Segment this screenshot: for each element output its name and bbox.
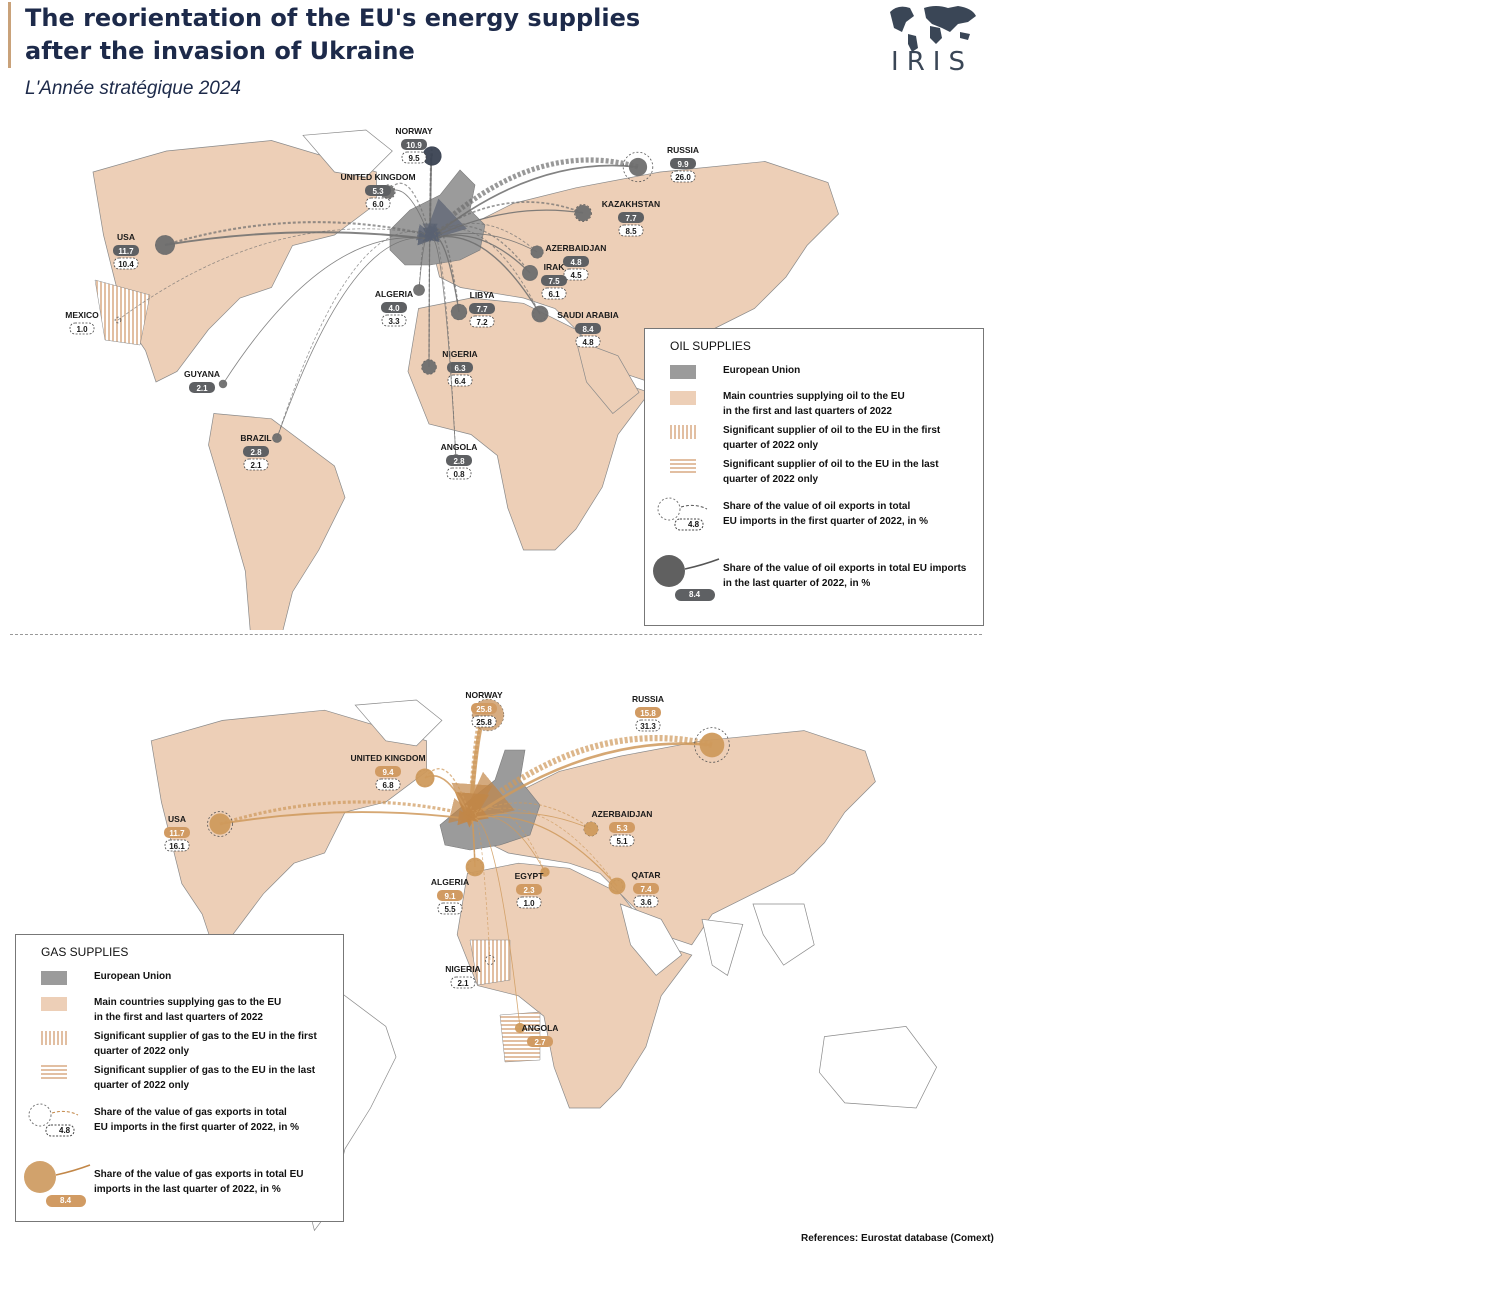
oil-value-pill-last <box>575 323 601 334</box>
oil-value-pill-last <box>541 275 567 286</box>
oil-bubble-last-quarter <box>629 158 647 176</box>
oil-country-label: KAZAKHSTAN <box>601 199 661 209</box>
svg-text:8.4: 8.4 <box>582 325 594 334</box>
svg-text:2.8: 2.8 <box>250 448 262 457</box>
oil-legend-item-main: Main countries supplying oil to the EU in the first and last quarters of 2022 <box>723 391 905 417</box>
oil-legend-swatch-first <box>670 425 696 439</box>
page-subtitle: L'Année stratégique 2024 <box>25 78 241 99</box>
gas-legend-swatch-first <box>41 1031 67 1045</box>
oil-country-label: SAUDI ARABIA <box>557 310 619 320</box>
oil-country-label: RUSSIA <box>666 145 700 155</box>
oil-bubble-last-quarter <box>219 380 227 388</box>
svg-text:2.1: 2.1 <box>457 979 469 988</box>
oil-legend-sample-value: 4.8 <box>688 520 700 529</box>
oil-legend-title: OIL SUPPLIES <box>670 339 751 353</box>
gas-value-pill-last <box>437 890 463 901</box>
gas-legend-sample-value: 4.8 <box>59 1126 71 1135</box>
oil-bubble-last-quarter <box>575 205 591 221</box>
oil-bubble-last-quarter <box>422 360 437 375</box>
gas-value-pill-last <box>633 883 659 894</box>
oil-value-pill-first <box>576 336 600 347</box>
gas-bubble-last-quarter <box>609 878 626 895</box>
oil-bubble-last-quarter <box>531 246 544 259</box>
gas-legend-item-last-share: Share of the value of gas exports in total EU imports in the last quarter of 2022, in % <box>94 1169 304 1195</box>
oil-country-label: NIGERIA <box>442 349 478 359</box>
oil-legend-sample-value: 8.4 <box>689 590 701 599</box>
gas-legend-item-first: Significant supplier of gas to the EU in the first quarter of 2022 only <box>94 1031 317 1057</box>
svg-text:16.1: 16.1 <box>169 842 185 851</box>
gas-legend-swatch-eu <box>41 971 67 985</box>
oil-country-label: IRAK <box>543 262 565 272</box>
svg-text:3.6: 3.6 <box>640 898 652 907</box>
svg-text:5.3: 5.3 <box>616 824 628 833</box>
svg-text:6.0: 6.0 <box>372 200 384 209</box>
oil-value-pill-last <box>401 139 427 150</box>
svg-text:11.7: 11.7 <box>118 247 134 256</box>
oil-country-label: MEXICO <box>65 310 99 320</box>
svg-text:10.4: 10.4 <box>118 260 134 269</box>
gas-value-pill-last <box>471 703 497 714</box>
oil-value-pill-last <box>365 185 391 196</box>
oil-landmass-southAmerica <box>209 414 346 631</box>
svg-text:9.5: 9.5 <box>408 154 420 163</box>
oil-legend-item-first-share: Share of the value of oil exports in total EU imports in the first quarter of 2022, in % <box>723 501 929 527</box>
gas-value-pill-last <box>609 822 635 833</box>
gas-bubble-last-quarter <box>700 733 725 758</box>
oil-legend-item-last-share: Share of the value of oil exports in total EU imports in the last quarter of 2022, in % <box>723 563 967 589</box>
svg-text:2.1: 2.1 <box>250 461 262 470</box>
gas-legend-item-main: Main countries supplying gas to the EU in the first and last quarters of 2022 <box>94 997 282 1023</box>
oil-country-label: UNITED KINGDOM <box>340 172 416 182</box>
svg-text:5.1: 5.1 <box>616 837 628 846</box>
gas-country-label: EGYPT <box>514 871 544 881</box>
iris-logo <box>884 2 980 74</box>
svg-text:1.0: 1.0 <box>76 325 88 334</box>
svg-text:9.1: 9.1 <box>444 892 456 901</box>
svg-text:0.8: 0.8 <box>453 470 465 479</box>
iris-logo-text: IRIS <box>891 47 973 74</box>
references-note: References: Eurostat database (Comext) <box>801 1233 994 1244</box>
gas-value-pill-first <box>438 903 462 914</box>
oil-bubble-last-quarter <box>413 284 425 296</box>
oil-country-label: USA <box>117 232 135 242</box>
svg-text:6.1: 6.1 <box>548 290 560 299</box>
svg-text:9.9: 9.9 <box>677 160 689 169</box>
oil-country-label: ANGOLA <box>440 442 478 452</box>
gas-country-label: UNITED KINGDOM <box>350 753 426 763</box>
oil-value-pill-first <box>70 323 94 334</box>
svg-text:6.4: 6.4 <box>454 377 466 386</box>
oil-value-pill-last <box>670 158 696 169</box>
gas-value-pill-first <box>636 720 660 731</box>
oil-value-pill-last <box>618 212 644 223</box>
gas-country-label: RUSSIA <box>631 694 665 704</box>
oil-legend-item-first: Significant supplier of oil to the EU in the first quarter of 2022 only <box>723 425 941 451</box>
gas-value-pill-first <box>610 835 634 846</box>
oil-value-pill-last <box>469 303 495 314</box>
gas-value-pill-last <box>516 884 542 895</box>
gas-value-pill-first <box>376 779 400 790</box>
svg-text:10.9: 10.9 <box>406 141 422 150</box>
oil-value-pill-first <box>470 316 494 327</box>
oil-country-label: BRAZIL <box>240 433 272 443</box>
svg-text:15.8: 15.8 <box>640 709 656 718</box>
gas-value-pill-last <box>164 827 190 838</box>
oil-legend <box>644 328 984 626</box>
gas-value-pill-last <box>527 1036 553 1047</box>
title-block <box>8 2 725 68</box>
oil-country-label: AZERBAIDJAN <box>545 243 607 253</box>
gas-legend-swatch-last-share <box>22 1159 92 1209</box>
oil-legend-item-last: Significant supplier of oil to the EU in the last quarter of 2022 only <box>723 459 939 485</box>
oil-bubble-last-quarter <box>155 235 175 255</box>
oil-value-pill-first <box>114 258 138 269</box>
oil-country-label: GUYANA <box>183 369 221 379</box>
svg-text:9.4: 9.4 <box>382 768 394 777</box>
gas-legend-item-first-share: Share of the value of gas exports in total EU imports in the first quarter of 2022, in % <box>94 1107 300 1133</box>
gas-legend-sample-value: 8.4 <box>60 1196 72 1205</box>
svg-text:4.8: 4.8 <box>582 338 594 347</box>
svg-text:11.7: 11.7 <box>169 829 185 838</box>
oil-value-pill-first <box>542 288 566 299</box>
oil-bubble-last-quarter <box>272 433 282 443</box>
gas-landmass-australia <box>819 1026 936 1108</box>
oil-value-pill-last <box>189 382 215 393</box>
svg-text:5.5: 5.5 <box>444 905 456 914</box>
oil-value-pill-last <box>446 455 472 466</box>
svg-text:4.0: 4.0 <box>388 304 400 313</box>
gas-legend-swatch-main <box>41 997 67 1011</box>
oil-value-pill-last <box>563 256 589 267</box>
svg-text:7.7: 7.7 <box>476 305 488 314</box>
oil-legend-swatch-last <box>670 459 696 473</box>
svg-text:25.8: 25.8 <box>476 705 492 714</box>
svg-text:26.0: 26.0 <box>675 173 691 182</box>
oil-value-pill-first <box>382 315 406 326</box>
svg-text:4.8: 4.8 <box>570 258 582 267</box>
oil-value-pill-last <box>243 446 269 457</box>
gas-value-pill-first <box>472 716 496 727</box>
svg-text:2.8: 2.8 <box>453 457 465 466</box>
oil-legend-swatch-last-share <box>651 553 721 603</box>
gas-value-pill-first <box>165 840 189 851</box>
gas-country-label: AZERBAIDJAN <box>591 809 653 819</box>
svg-text:2.1: 2.1 <box>196 384 208 393</box>
svg-text:31.3: 31.3 <box>640 722 656 731</box>
oil-legend-swatch-first-share <box>655 495 701 535</box>
oil-legend-item-eu: European Union <box>723 365 801 376</box>
gas-country-label: ANGOLA <box>521 1023 559 1033</box>
gas-legend-swatch-last <box>41 1065 67 1079</box>
oil-legend-swatch-eu <box>670 365 696 379</box>
gas-legend-item-eu: European Union <box>94 971 172 982</box>
svg-text:7.2: 7.2 <box>476 318 488 327</box>
oil-flow-last-quarter <box>277 238 430 438</box>
svg-text:25.8: 25.8 <box>476 718 492 727</box>
oil-value-pill-last <box>381 302 407 313</box>
oil-legend-swatch-main <box>670 391 696 405</box>
svg-text:7.7: 7.7 <box>625 214 637 223</box>
gas-value-pill-first <box>451 977 475 988</box>
oil-value-pill-first <box>619 225 643 236</box>
world-map-icon <box>890 6 976 52</box>
oil-country-label: NORWAY <box>395 126 433 136</box>
gas-legend-swatch-first-share <box>26 1101 72 1141</box>
svg-text:6.8: 6.8 <box>382 781 394 790</box>
oil-value-pill-first <box>366 198 390 209</box>
oil-value-pill-first <box>447 468 471 479</box>
gas-value-pill-first <box>634 896 658 907</box>
gas-country-label: USA <box>168 814 186 824</box>
gas-value-pill-last <box>635 707 661 718</box>
svg-text:7.4: 7.4 <box>640 885 652 894</box>
svg-text:5.3: 5.3 <box>372 187 384 196</box>
gas-bubble-last-quarter <box>415 768 434 787</box>
section-divider <box>10 634 982 635</box>
gas-landmass-northAmerica <box>151 710 426 945</box>
gas-bubble-last-quarter <box>209 813 230 834</box>
gas-legend <box>15 934 344 1222</box>
svg-text:7.5: 7.5 <box>548 277 560 286</box>
oil-value-pill-first <box>671 171 695 182</box>
oil-value-pill-first <box>402 152 426 163</box>
gas-bubble-last-quarter <box>466 858 485 877</box>
gas-bubble-last-quarter <box>584 822 598 836</box>
svg-text:4.5: 4.5 <box>570 271 582 280</box>
gas-country-label: NIGERIA <box>445 964 481 974</box>
oil-country-label: ALGERIA <box>374 289 414 299</box>
oil-bubble-last-quarter <box>451 304 467 320</box>
oil-bubble-last-quarter <box>522 265 538 281</box>
gas-country-label: NORWAY <box>465 690 503 700</box>
gas-legend-title: GAS SUPPLIES <box>41 945 129 959</box>
svg-text:1.0: 1.0 <box>523 899 535 908</box>
oil-country-label: LIBYA <box>469 290 495 300</box>
gas-country-label: ALGERIA <box>430 877 470 887</box>
oil-value-pill-first <box>244 459 268 470</box>
gas-country-label: QATAR <box>631 870 661 880</box>
oil-value-pill-first <box>564 269 588 280</box>
gas-value-pill-first <box>517 897 541 908</box>
gas-landmass-seAsia <box>753 904 814 965</box>
gas-landmass-india <box>702 919 743 975</box>
svg-text:3.3: 3.3 <box>388 317 400 326</box>
svg-text:6.3: 6.3 <box>454 364 466 373</box>
oil-bubble-last-quarter <box>532 306 549 323</box>
svg-text:2.3: 2.3 <box>523 886 535 895</box>
page-title: The reorientation of the EU's energy supplies after the invasion of Ukraine <box>25 4 641 65</box>
gas-legend-item-last: Significant supplier of gas to the EU in the last quarter of 2022 only <box>94 1065 316 1091</box>
oil-value-pill-last <box>113 245 139 256</box>
gas-value-pill-last <box>375 766 401 777</box>
svg-text:2.7: 2.7 <box>534 1038 546 1047</box>
svg-text:8.5: 8.5 <box>625 227 637 236</box>
